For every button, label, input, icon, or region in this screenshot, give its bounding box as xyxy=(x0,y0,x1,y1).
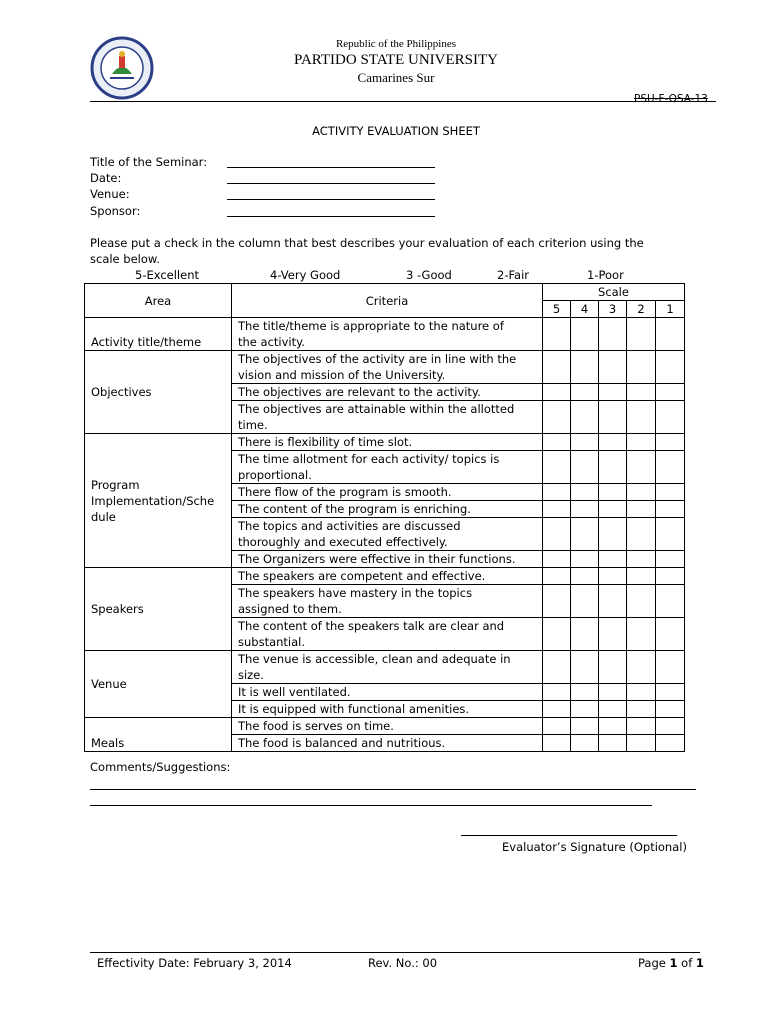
area-cell xyxy=(85,651,232,718)
rating-cell-1[interactable] xyxy=(656,451,685,484)
rating-cell-1[interactable] xyxy=(656,568,685,585)
table-row xyxy=(85,434,685,451)
rating-cell-3[interactable] xyxy=(599,518,627,551)
criteria-header: Criteria xyxy=(232,284,543,318)
scale-legend-excellent: 5-Excellent xyxy=(135,268,199,282)
table-row xyxy=(85,351,685,384)
rating-cell-2[interactable] xyxy=(627,501,656,518)
rating-cell-3[interactable] xyxy=(599,701,627,718)
rating-cell-1[interactable] xyxy=(656,718,685,735)
rating-cell-4[interactable] xyxy=(571,735,599,752)
criterion-cell xyxy=(232,568,543,585)
rating-cell-5[interactable] xyxy=(543,501,571,518)
criterion-cell xyxy=(232,451,543,484)
rating-cell-5[interactable] xyxy=(543,318,571,351)
rating-cell-5[interactable] xyxy=(543,701,571,718)
criterion-text-line: The title/theme is appropriate to the nature of xyxy=(238,319,504,333)
rating-cell-3[interactable] xyxy=(599,551,627,568)
rating-cell-1[interactable] xyxy=(656,501,685,518)
page-of: of xyxy=(677,956,696,970)
criterion-cell xyxy=(232,401,543,434)
rating-cell-4[interactable] xyxy=(571,551,599,568)
criterion-text-line: assigned to them. xyxy=(238,602,342,616)
criterion-text-line: The time allotment for each activity/ topics is xyxy=(238,452,500,466)
criterion-cell xyxy=(232,618,543,651)
rating-cell-4[interactable] xyxy=(571,718,599,735)
rating-cell-4[interactable] xyxy=(571,651,599,684)
comments-label: Comments/Suggestions: xyxy=(90,760,231,774)
area-label-line: Venue xyxy=(91,677,127,691)
criterion-cell xyxy=(232,434,543,451)
rating-cell-3[interactable] xyxy=(599,384,627,401)
comments-line-2[interactable] xyxy=(90,805,652,806)
area-label-line: Objectives xyxy=(91,385,152,399)
rating-cell-5[interactable] xyxy=(543,618,571,651)
rating-cell-2[interactable] xyxy=(627,384,656,401)
table-row xyxy=(85,568,685,585)
rating-cell-5[interactable] xyxy=(543,518,571,551)
criterion-text-line: vision and mission of the University. xyxy=(238,368,446,382)
rating-cell-3[interactable] xyxy=(599,585,627,618)
rating-cell-3[interactable] xyxy=(599,501,627,518)
criterion-text-line: time. xyxy=(238,418,268,432)
area-cell xyxy=(85,318,232,351)
rating-cell-2[interactable] xyxy=(627,718,656,735)
field-title-of-seminar xyxy=(90,155,490,171)
criterion-text-line: The speakers have mastery in the topics xyxy=(238,586,473,600)
rating-cell-1[interactable] xyxy=(656,701,685,718)
rating-cell-5[interactable] xyxy=(543,585,571,618)
rating-cell-3[interactable] xyxy=(599,351,627,384)
area-label-line: dule xyxy=(91,509,116,524)
criterion-cell xyxy=(232,684,543,701)
rating-cell-2[interactable] xyxy=(627,735,656,752)
rating-cell-4[interactable] xyxy=(571,501,599,518)
criterion-cell xyxy=(232,318,543,351)
rating-cell-3[interactable] xyxy=(599,684,627,701)
rating-cell-4[interactable] xyxy=(571,318,599,351)
province-label: Camarines Sur xyxy=(357,70,435,85)
criterion-cell xyxy=(232,701,543,718)
criterion-text-line: The content of the program is enriching. xyxy=(238,502,471,516)
rating-cell-1[interactable] xyxy=(656,434,685,451)
rating-cell-1[interactable] xyxy=(656,351,685,384)
criterion-text-line: thoroughly and executed effectively. xyxy=(238,535,448,549)
scale-legend-poor: 1-Poor xyxy=(587,268,624,282)
rating-cell-3[interactable] xyxy=(599,451,627,484)
field-blank-line[interactable] xyxy=(227,216,435,217)
area-header: Area xyxy=(85,284,232,318)
criterion-text-line: the activity. xyxy=(238,335,305,349)
rating-cell-3[interactable] xyxy=(599,318,627,351)
rating-cell-5[interactable] xyxy=(543,651,571,684)
rating-cell-2[interactable] xyxy=(627,434,656,451)
scale-legend-good: 3 -Good xyxy=(406,268,452,282)
criterion-text-line: The objectives of the activity are in line with the xyxy=(238,352,517,366)
rating-cell-1[interactable] xyxy=(656,651,685,684)
rating-cell-5[interactable] xyxy=(543,351,571,384)
page-prefix: Page xyxy=(638,956,670,970)
header-divider xyxy=(90,101,716,102)
rating-cell-1[interactable] xyxy=(656,401,685,434)
criterion-text-line: It is equipped with functional amenities. xyxy=(238,702,470,716)
sheet-title: ACTIVITY EVALUATION SHEET xyxy=(312,124,480,138)
rating-cell-4[interactable] xyxy=(571,568,599,585)
field-date xyxy=(90,171,490,187)
rating-cell-3[interactable] xyxy=(599,735,627,752)
table-row xyxy=(85,651,685,684)
page-number: 1 xyxy=(669,956,678,970)
rating-cell-5[interactable] xyxy=(543,551,571,568)
area-cell xyxy=(85,351,232,434)
criterion-text-line: There flow of the program is smooth. xyxy=(238,485,452,499)
rating-cell-3[interactable] xyxy=(599,618,627,651)
rating-cell-5[interactable] xyxy=(543,484,571,501)
criterion-text-line: The food is serves on time. xyxy=(238,719,394,733)
rating-cell-4[interactable] xyxy=(571,518,599,551)
scale-1-header: 1 xyxy=(656,301,685,318)
scale-3-header: 3 xyxy=(599,301,627,318)
rating-cell-2[interactable] xyxy=(627,618,656,651)
page-total: 1 xyxy=(695,956,704,970)
scale-2-header: 2 xyxy=(627,301,656,318)
field-blank-line[interactable] xyxy=(227,183,435,184)
comments-line-1[interactable] xyxy=(90,789,696,790)
rating-cell-2[interactable] xyxy=(627,401,656,434)
area-label-line: Meals xyxy=(91,736,125,750)
rating-cell-5[interactable] xyxy=(543,568,571,585)
criterion-cell xyxy=(232,484,543,501)
criterion-text-line: There is flexibility of time slot. xyxy=(238,435,413,449)
rating-cell-1[interactable] xyxy=(656,318,685,351)
criterion-text-line: The content of the speakers talk are clear and xyxy=(238,619,505,633)
evaluation-table xyxy=(84,283,685,752)
signature-line[interactable] xyxy=(461,835,677,836)
rating-cell-5[interactable] xyxy=(543,684,571,701)
page-indicator xyxy=(638,956,704,970)
rating-cell-4[interactable] xyxy=(571,351,599,384)
table-row xyxy=(85,718,685,735)
document-number: PSU-F-OSA-13 xyxy=(634,93,708,105)
criterion-cell xyxy=(232,585,543,618)
rating-cell-1[interactable] xyxy=(656,484,685,501)
criterion-cell xyxy=(232,551,543,568)
rating-cell-2[interactable] xyxy=(627,518,656,551)
rating-cell-2[interactable] xyxy=(627,651,656,684)
area-cell xyxy=(85,568,232,651)
rating-cell-2[interactable] xyxy=(627,318,656,351)
field-blank-line[interactable] xyxy=(227,167,435,168)
field-label: Date: xyxy=(90,171,122,185)
rating-cell-2[interactable] xyxy=(627,585,656,618)
rating-cell-2[interactable] xyxy=(627,551,656,568)
criterion-cell xyxy=(232,501,543,518)
rating-cell-1[interactable] xyxy=(656,735,685,752)
rating-cell-2[interactable] xyxy=(627,568,656,585)
field-label: Venue: xyxy=(90,187,130,201)
rating-cell-1[interactable] xyxy=(656,684,685,701)
rating-cell-2[interactable] xyxy=(627,484,656,501)
rating-cell-4[interactable] xyxy=(571,384,599,401)
area-cell xyxy=(85,434,232,568)
rating-cell-5[interactable] xyxy=(543,384,571,401)
criterion-text-line: The topics and activities are discussed xyxy=(238,519,461,533)
rating-cell-4[interactable] xyxy=(571,701,599,718)
rating-cell-2[interactable] xyxy=(627,451,656,484)
criterion-cell xyxy=(232,351,543,384)
rating-cell-1[interactable] xyxy=(656,585,685,618)
rating-cell-1[interactable] xyxy=(656,618,685,651)
university-name: PARTIDO STATE UNIVERSITY xyxy=(293,52,499,68)
rating-cell-2[interactable] xyxy=(627,701,656,718)
criterion-text-line: size. xyxy=(238,668,264,682)
field-venue xyxy=(90,187,490,203)
field-label: Title of the Seminar: xyxy=(90,155,208,169)
rating-cell-5[interactable] xyxy=(543,434,571,451)
rating-cell-4[interactable] xyxy=(571,684,599,701)
footer-divider xyxy=(90,952,700,953)
criterion-text-line: It is well ventilated. xyxy=(238,685,351,699)
rating-cell-3[interactable] xyxy=(599,651,627,684)
scale-header: Scale xyxy=(543,284,685,301)
rating-cell-2[interactable] xyxy=(627,351,656,384)
republic-label: Republic of the Philippines xyxy=(335,38,457,50)
rating-cell-5[interactable] xyxy=(543,718,571,735)
criterion-cell xyxy=(232,735,543,752)
revision-number: Rev. No.: 00 xyxy=(368,956,438,970)
criterion-cell xyxy=(232,651,543,684)
criterion-cell xyxy=(232,384,543,401)
rating-cell-2[interactable] xyxy=(627,684,656,701)
criterion-text-line: substantial. xyxy=(238,635,306,649)
criterion-text-line: The food is balanced and nutritious. xyxy=(238,736,446,750)
rating-cell-3[interactable] xyxy=(599,434,627,451)
rating-cell-3[interactable] xyxy=(599,484,627,501)
criterion-text-line: The venue is accessible, clean and adequate in xyxy=(238,652,511,666)
field-blank-line[interactable] xyxy=(227,199,435,200)
table-row xyxy=(85,318,685,351)
field-label: Sponsor: xyxy=(90,204,141,218)
rating-cell-1[interactable] xyxy=(656,384,685,401)
rating-cell-4[interactable] xyxy=(571,585,599,618)
rating-cell-4[interactable] xyxy=(571,434,599,451)
scale-4-header: 4 xyxy=(571,301,599,318)
area-label-line: Activity title/theme xyxy=(91,335,202,349)
rating-cell-1[interactable] xyxy=(656,551,685,568)
criterion-text-line: The speakers are competent and effective. xyxy=(238,569,486,583)
scale-legend-fair: 2-Fair xyxy=(497,268,529,282)
rating-cell-3[interactable] xyxy=(599,568,627,585)
rating-cell-5[interactable] xyxy=(543,451,571,484)
criterion-cell xyxy=(232,718,543,735)
instructions-line-2: scale below. xyxy=(90,252,160,266)
rating-cell-4[interactable] xyxy=(571,484,599,501)
area-label-line: Program xyxy=(91,477,140,492)
criterion-text-line: The objectives are relevant to the activity. xyxy=(238,385,481,399)
scale-5-header: 5 xyxy=(543,301,571,318)
criterion-text-line: proportional. xyxy=(238,468,312,482)
rating-cell-1[interactable] xyxy=(656,518,685,551)
rating-cell-4[interactable] xyxy=(571,401,599,434)
scale-legend-very-good: 4-Very Good xyxy=(270,268,341,282)
rating-cell-5[interactable] xyxy=(543,735,571,752)
instructions-line-1: Please put a check in the column that best describes your evaluation of each criterion using the xyxy=(90,236,644,250)
area-label-line: Implementation/Sche xyxy=(91,493,215,508)
signature-label: Evaluator’s Signature (Optional) xyxy=(502,840,687,854)
criterion-text-line: The objectives are attainable within the allotted xyxy=(238,402,515,416)
area-cell xyxy=(85,718,232,752)
criterion-cell xyxy=(232,518,543,551)
rating-cell-3[interactable] xyxy=(599,401,627,434)
effectivity-date: Effectivity Date: February 3, 2014 xyxy=(97,956,292,970)
rating-cell-3[interactable] xyxy=(599,718,627,735)
rating-cell-4[interactable] xyxy=(571,451,599,484)
field-sponsor xyxy=(90,204,490,220)
rating-cell-4[interactable] xyxy=(571,618,599,651)
area-label-line: Speakers xyxy=(91,602,144,616)
table-header-row-1 xyxy=(85,284,685,301)
criterion-text-line: The Organizers were effective in their functions. xyxy=(238,552,516,566)
rating-cell-5[interactable] xyxy=(543,401,571,434)
